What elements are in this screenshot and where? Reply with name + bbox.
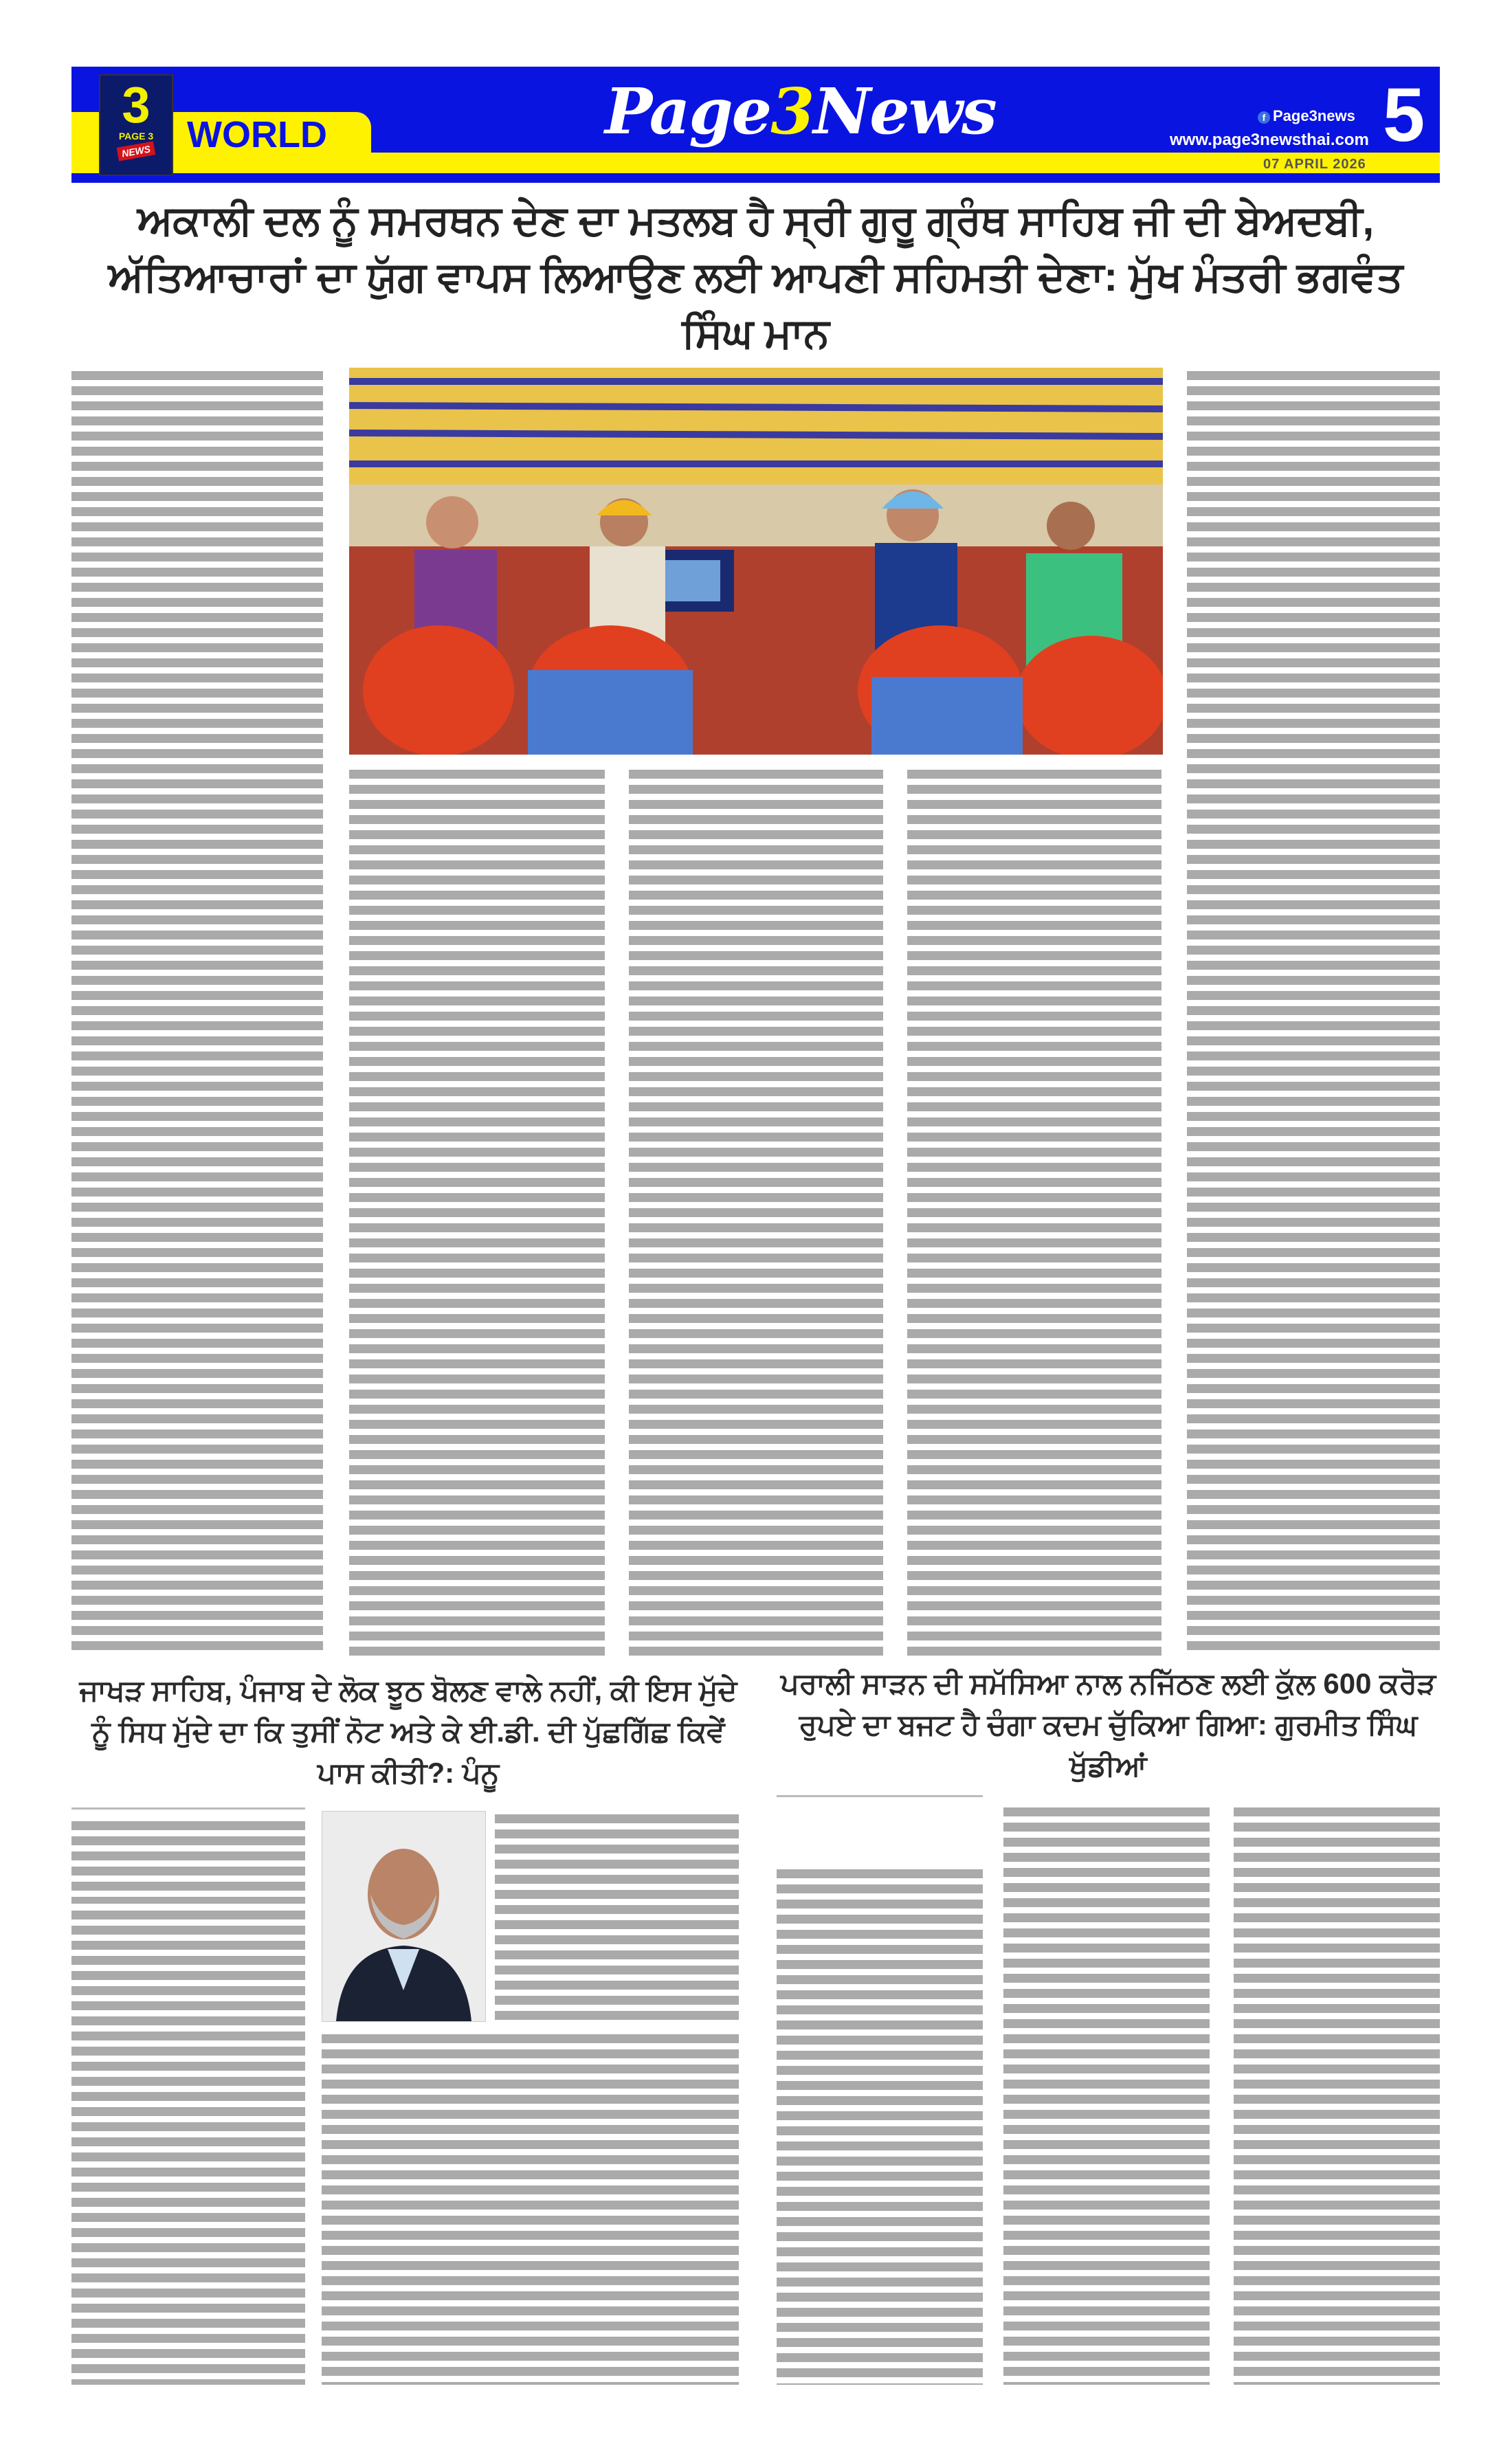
logo-news-tag: NEWS: [117, 141, 156, 161]
story-left-column-1a: [71, 1821, 305, 1904]
story-right-column-3: [1234, 1807, 1440, 2385]
story-right-column-1: [777, 1869, 983, 2385]
page3-logo: [99, 74, 173, 176]
facebook-text: Page3news: [1273, 107, 1355, 124]
story-left-column-2: [495, 1814, 739, 2021]
story-right-column-2: [1003, 1807, 1210, 2385]
article-column-2: [349, 770, 605, 1656]
lead-photo: [349, 368, 1163, 755]
article-column-5: [1187, 371, 1440, 1656]
byline-rule: [777, 1795, 983, 1797]
website-url: www.page3newsthai.com: [1170, 131, 1369, 149]
facebook-handle: [1258, 107, 1355, 125]
byline-rule: [71, 1807, 305, 1810]
article-column-4: [907, 770, 1161, 1656]
masthead-bottom-band: [71, 173, 1440, 181]
page-number: 5: [1383, 73, 1425, 157]
article-column-1: [71, 371, 323, 1656]
article-column-3: [629, 770, 883, 1656]
brand-number: 3: [770, 74, 814, 148]
brand-prefix: Page: [605, 74, 771, 148]
lead-headline: ਅਕਾਲੀ ਦਲ ਨੂੰ ਸਮਰਥਨ ਦੇਣ ਦਾ ਮਤਲਬ ਹੈ ਸ੍ਰੀ ਗੁਰੂ ਗ੍ਰੰਥ ਸਾਹਿਬ ਜੀ ਦੀ ਬੇਅਦਬੀ, ਅੱਤਿਆਚਾਰਾਂ ਦਾ ਯੁੱਗ ਵਾਪਸ ਲਿਆਉਣ ਲਈ ਆਪਣੀ ਸਹਿਮਤੀ ਦੇਣਾ: ਮੁੱਖ ਮੰਤਰੀ ਭਗਵੰਤ ਸਿੰਘ ਮਾਨ: [108, 197, 1403, 356]
story-right-headline: ਪਰਾਲੀ ਸਾੜਨ ਦੀ ਸਮੱਸਿਆ ਨਾਲ ਨਜਿੱਠਣ ਲਈ ਕੁੱਲ 600 ਕਰੋੜ ਰੁਪਏ ਦਾ ਬਜਟ ਹੈ ਚੰਗਾ ਕਦਮ ਚੁੱਕਿਆ ਗਿਆ: ਗੁਰਮੀਤ ਸਿੰਘ ਖੁੱਡੀਆਂ: [777, 1663, 1440, 1787]
portrait-photo: [322, 1811, 486, 2022]
facebook-icon: f: [1258, 111, 1270, 124]
masthead-rule: [71, 181, 1440, 183]
issue-date: 07 APRIL 2026: [1263, 157, 1366, 172]
section-label: WORLD: [187, 114, 327, 155]
brand-suffix: News: [813, 74, 996, 148]
story-left-column-1: [71, 1911, 305, 2385]
logo-number: 3: [122, 76, 151, 133]
story-left-headline: ਜਾਖੜ ਸਾਹਿਬ, ਪੰਜਾਬ ਦੇ ਲੋਕ ਝੂਠ ਬੋਲਣ ਵਾਲੇ ਨਹੀਂ, ਕੀ ਇਸ ਮੁੱਦੇ ਨੂੰ ਸਿਧ ਮੁੱਦੇ ਦਾ ਕਿ ਤੁਸੀਂ ਨੋਟ ਅਤੇ ਕੇ ਈ.ਡੀ. ਦੀ ਪੁੱਛਗਿੱਛ ਕਿਵੇਂ ਪਾਸ ਕੀਤੀ?: ਪੰਨੂ: [71, 1670, 745, 1794]
story-left-column-3: [322, 2034, 739, 2385]
logo-small-text: PAGE 3: [118, 131, 154, 142]
newspaper-title: [605, 74, 996, 148]
